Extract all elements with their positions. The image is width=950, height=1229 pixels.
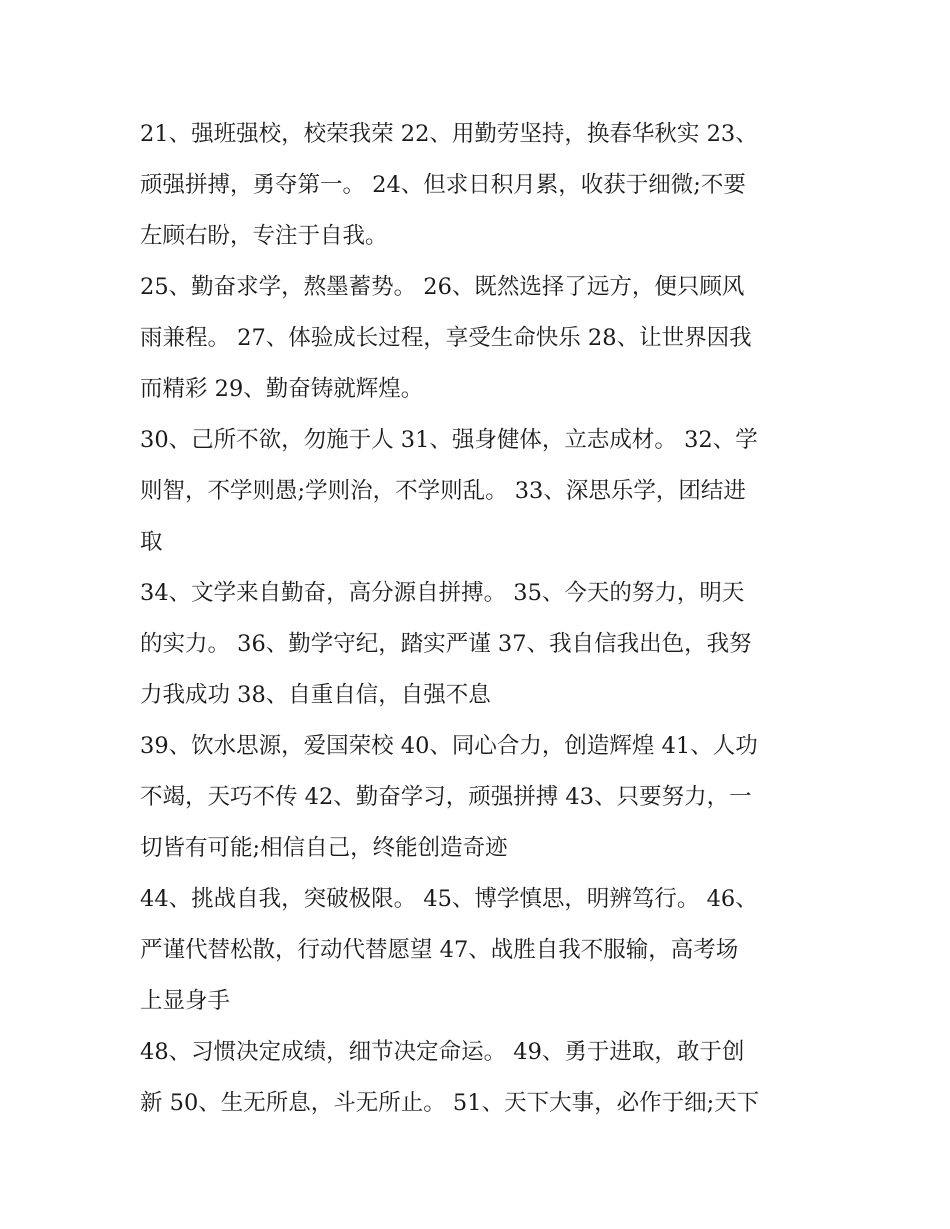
paragraph-2 — [140, 262, 805, 415]
text-line: 新 50、生无所息，斗无所止。 51、天下大事，必作于细;天下 — [140, 1090, 760, 1116]
text-line: 48、习惯决定成绩，细节决定命运。 49、勇于进取，敢于创 — [140, 1039, 745, 1065]
text-line: 顽强拼搏，勇夺第一。 24、但求日积月累，收获于细微;不要 — [140, 172, 746, 198]
text-line: 左顾右盼，专注于自我。 — [140, 223, 388, 249]
paragraph-4 — [140, 568, 805, 721]
text-line: 39、饮水思源，爱国荣校 40、同心合力，创造辉煌 41、人功 — [140, 733, 758, 759]
paragraph-3 — [140, 415, 805, 568]
text-line: 21、强班强校，校荣我荣 22、用勤劳坚持，换春华秋实 23、 — [140, 121, 758, 147]
text-line: 则智，不学则愚;学则治，不学则乱。 33、深思乐学，团结进 — [140, 478, 746, 504]
paragraph-7 — [140, 1027, 805, 1129]
text-line: 30、己所不欲，勿施于人 31、强身健体，立志成材。 32、学 — [140, 427, 758, 453]
text-line: 不竭，天巧不传 42、勤奋学习，顽强拼搏 43、只要努力，一 — [140, 784, 752, 810]
paragraph-1 — [140, 109, 805, 262]
text-line: 而精彩 29、勤奋铸就辉煌。 — [140, 376, 424, 402]
text-line: 严谨代替松散，行动代替愿望 47、战胜自我不服输，高考场 — [140, 937, 739, 963]
text-line: 25、勤奋求学，熬墨蓄势。 26、既然选择了远方，便只顾风 — [140, 274, 745, 300]
text-line: 取 — [140, 529, 163, 555]
text-line: 上显身手 — [140, 988, 231, 1014]
text-line: 雨兼程。 27、体验成长过程，享受生命快乐 28、让世界因我 — [140, 325, 752, 351]
text-line: 44、挑战自我，突破极限。 45、博学慎思，明辨笃行。 46、 — [140, 886, 758, 912]
slogan-text-block — [140, 109, 805, 1129]
text-line: 力我成功 38、自重自信，自强不息 — [140, 682, 491, 708]
text-line: 34、文学来自勤奋，高分源自拼搏。 35、今天的努力，明天 — [140, 580, 745, 606]
text-line: 切皆有可能;相信自己，终能创造奇迹 — [140, 835, 508, 861]
text-line: 的实力。 36、勤学守纪，踏实严谨 37、我自信我出色，我努 — [140, 631, 752, 657]
paragraph-5 — [140, 721, 805, 874]
paragraph-6 — [140, 874, 805, 1027]
